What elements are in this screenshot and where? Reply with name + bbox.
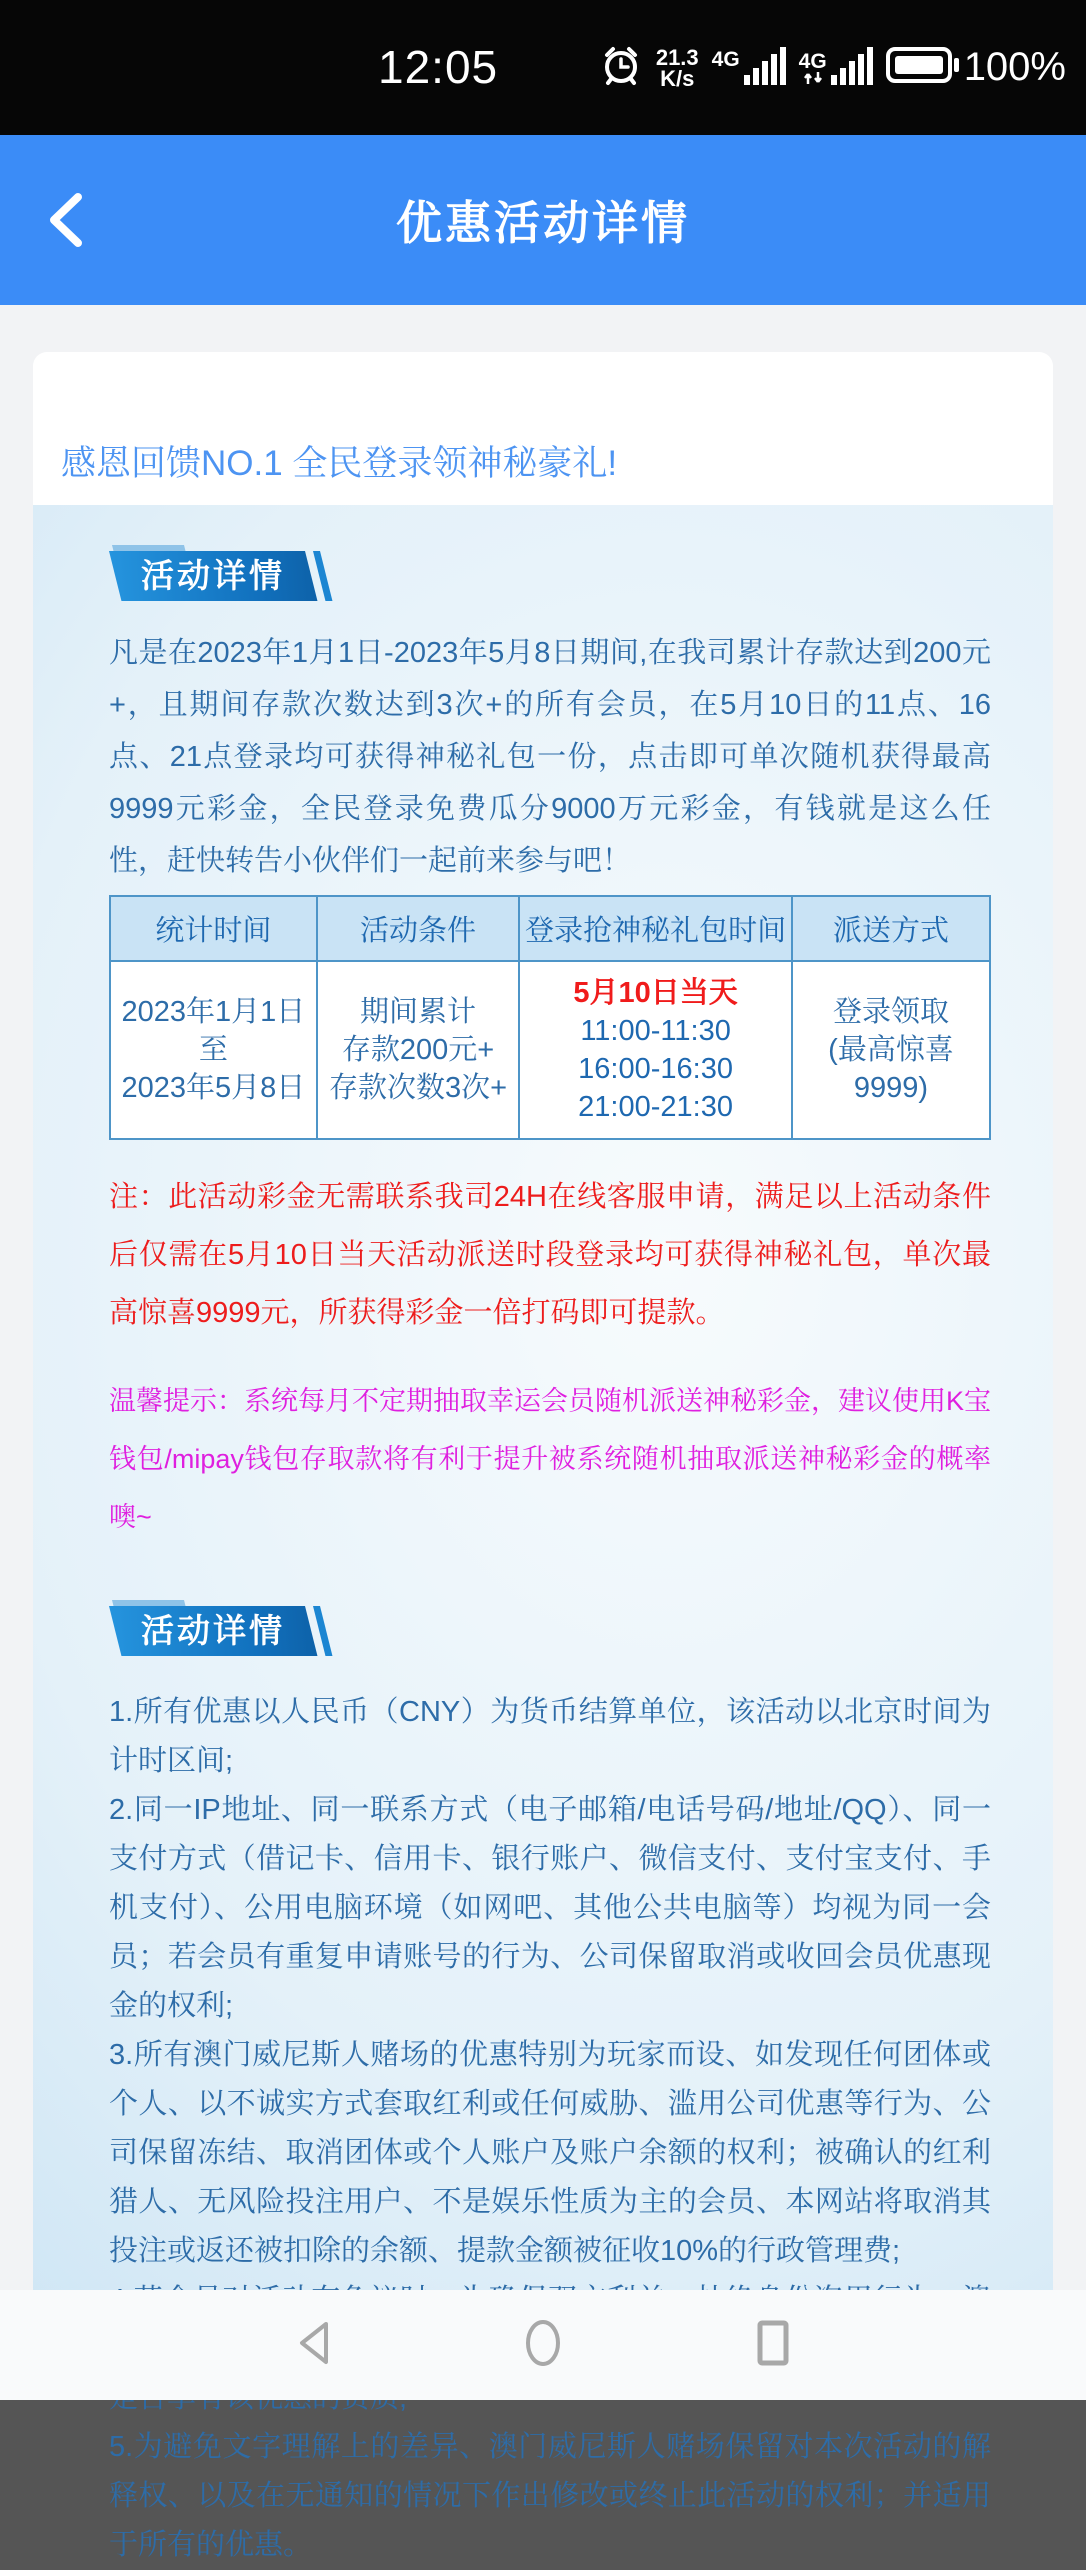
table-header-stat-time: 统计时间 bbox=[110, 896, 317, 961]
activity-panel bbox=[33, 505, 1053, 2561]
table-header-gift-time: 登录抢神秘礼包时间 bbox=[519, 896, 792, 961]
rule-item: 1.所有优惠以人民币（CNY）为货币结算单位，该活动以北京时间为计时区间; bbox=[109, 1696, 991, 1777]
signal-bars-icon bbox=[744, 45, 786, 90]
gift-day: 5月10日当天 bbox=[573, 977, 738, 1009]
section-badge-rules bbox=[109, 1606, 323, 1656]
sim1-4g-label: 4G bbox=[711, 48, 740, 71]
app-header bbox=[0, 135, 1086, 305]
section-badge-label: 活动详情 bbox=[141, 557, 285, 594]
gift-time-slot: 11:00-11:30 bbox=[580, 1015, 731, 1047]
network-speed bbox=[655, 44, 699, 91]
status-icons bbox=[599, 0, 1066, 135]
rules-list bbox=[109, 1688, 991, 2570]
condition-line: 存款次数3次+ bbox=[328, 1072, 508, 1104]
activity-table bbox=[109, 895, 991, 1140]
cell-gift-times bbox=[519, 961, 792, 1139]
cell-delivery bbox=[792, 961, 990, 1139]
nav-recents-square-icon bbox=[750, 2319, 796, 2372]
network-speed-unit: K/s bbox=[660, 65, 695, 91]
stat-period-line: 2023年1月1日 bbox=[121, 996, 306, 1028]
table-header-row bbox=[110, 896, 990, 961]
signal-sim2 bbox=[799, 45, 873, 90]
rule-item: 5.为避免文字理解上的差异、澳门威尼斯人赌场保留对本次活动的解释权、以及在无通知的情况下作出修改或终止此活动的权利；并适用于所有的优惠。 bbox=[109, 2431, 991, 2561]
signal-sim1 bbox=[712, 45, 786, 90]
delivery-line: 登录领取 bbox=[832, 996, 949, 1028]
nav-home-circle-icon bbox=[520, 2319, 566, 2372]
battery-icon bbox=[886, 45, 960, 90]
table-header-delivery: 派送方式 bbox=[792, 896, 990, 961]
gift-time-slot: 16:00-16:30 bbox=[578, 1053, 733, 1085]
condition-line: 期间累计 bbox=[359, 996, 476, 1028]
battery bbox=[886, 45, 1066, 90]
cell-stat-period bbox=[110, 961, 317, 1139]
table-body-row bbox=[110, 961, 990, 1139]
nav-home-button[interactable] bbox=[519, 2321, 567, 2369]
battery-percent: 100% bbox=[963, 45, 1066, 89]
table-header-condition: 活动条件 bbox=[317, 896, 519, 961]
clock-time: 12:05 bbox=[378, 41, 499, 93]
gift-time-slot: 21:00-21:30 bbox=[578, 1091, 733, 1123]
android-navbar bbox=[0, 2290, 1086, 2400]
cell-conditions bbox=[317, 961, 519, 1139]
back-chevron-icon bbox=[34, 242, 104, 259]
section-badge-label: 活动详情 bbox=[141, 1612, 285, 1649]
status-bar bbox=[0, 0, 1086, 135]
nav-recents-button[interactable] bbox=[749, 2321, 797, 2369]
rule-item: 3.所有澳门威尼斯人赌场的优惠特别为玩家而设、如发现任何团体或个人、以不诚实方式套取红利或任何威胁、滥用公司优惠等行为、公司保留冻结、取消团体或个人账户及账户余额的权利；被确认的红利猎人、无风险投注用户、不是娱乐性质为主的会员、本网站将取消其投注或返还被扣除的余额、提款金额被征收10%的行政管理费; bbox=[109, 2039, 991, 2267]
stat-period-line: 2023年5月8日 bbox=[121, 1072, 306, 1104]
delivery-line: (最高惊喜9999) bbox=[828, 1034, 954, 1104]
rule-item: 2.同一IP地址、同一联系方式（电子邮箱/电话号码/地址/QQ）、同一支付方式（借记卡、信用卡、银行账户、微信支付、支付宝支付、手机支付）、公用电脑环境（如网吧、其他公共电脑等）均视为同一会员；若会员有重复申请账号的行为、公司保留取消或收回会员优惠现金的权利; bbox=[109, 1794, 991, 2022]
content-card bbox=[33, 352, 1053, 2561]
back-button[interactable] bbox=[34, 185, 104, 255]
intro-paragraph: 凡是在2023年1月1日-2023年5月8日期间,在我司累计存款达到200元+，且期间存款次数达到3次+的所有会员，在5月10日的11点、16点、21点登录均可获得神秘礼包一份，点击即可单次随机获得最高9999元彩金，全民登录免费瓜分9000万元彩金，有钱就是这么任性，赶快转告小伙伴们一起前来参与吧！ bbox=[109, 637, 991, 877]
signal-bars-icon bbox=[831, 45, 873, 90]
page-title: 优惠活动详情 bbox=[396, 197, 690, 249]
sim2-4g-label: 4G bbox=[798, 50, 827, 73]
stat-period-line: 至 bbox=[198, 1034, 228, 1066]
section-badge-details bbox=[109, 551, 323, 601]
condition-line: 存款200元+ bbox=[341, 1034, 495, 1066]
warm-tip: 温馨提示：系统每月不定期抽取幸运会员随机派送神秘彩金，建议使用K宝钱包/mipay钱包存取款将有利于提升被系统随机抽取派送神秘彩金的概率噢~ bbox=[109, 1386, 992, 1532]
network-speed-value: 21.3 bbox=[655, 44, 699, 70]
promo-title: 感恩回馈NO.1 全民登录领神秘豪礼! bbox=[61, 444, 618, 483]
nav-back-button[interactable] bbox=[289, 2321, 337, 2369]
nav-back-triangle-icon bbox=[290, 2319, 336, 2372]
alarm-icon bbox=[599, 43, 643, 92]
data-updown-arrows-icon bbox=[802, 70, 824, 90]
red-note: 注：此活动彩金无需联系我司24H在线客服申请，满足以上活动条件后仅需在5月10日当天活动派送时段登录均可获得神秘礼包，单次最高惊喜9999元，所获得彩金一倍打码即可提款。 bbox=[109, 1181, 991, 1329]
